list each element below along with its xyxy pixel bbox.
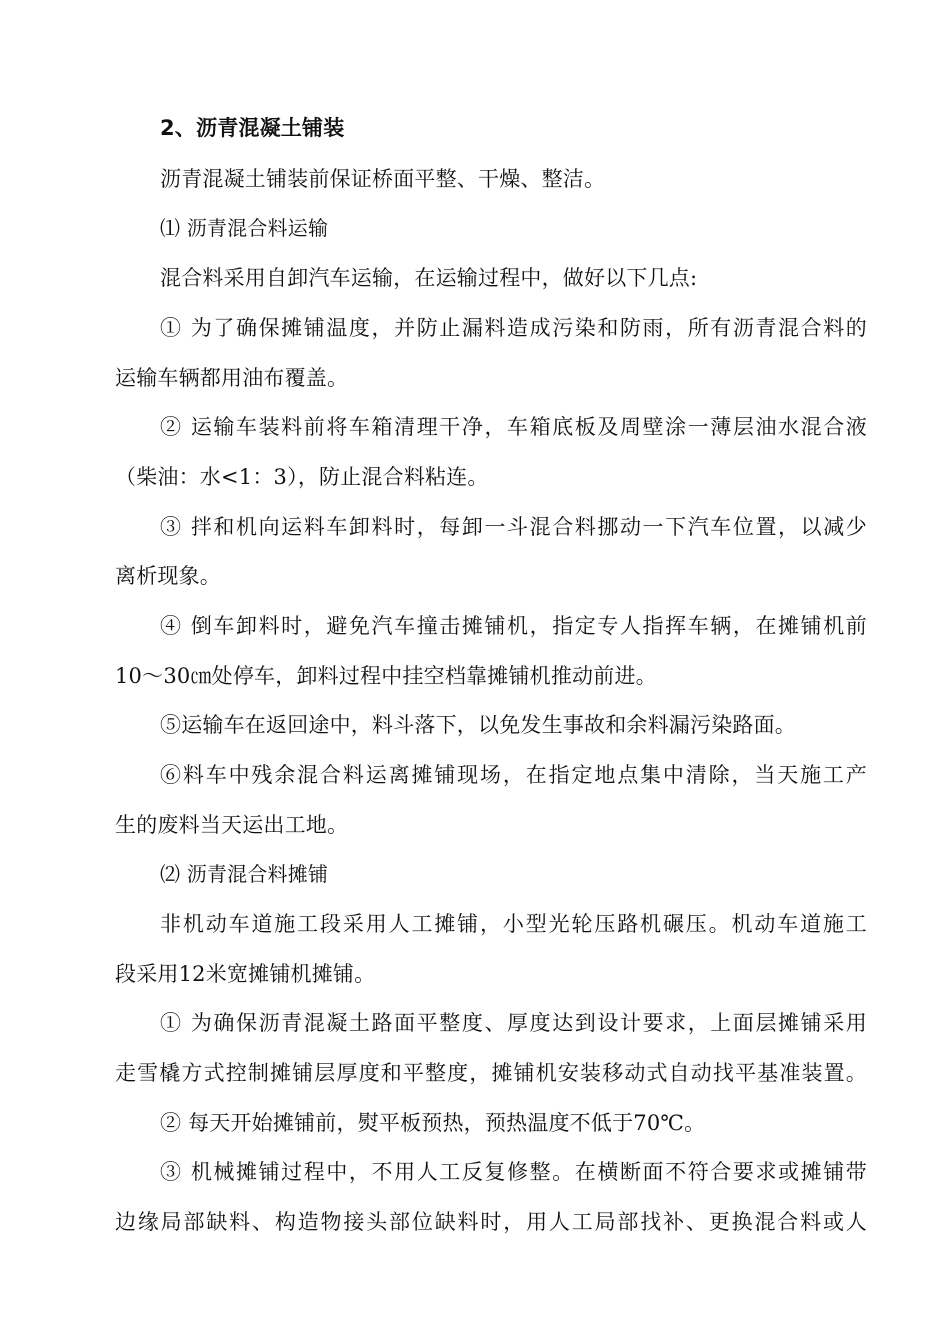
paragraph-line: ④ 倒车卸料时，避免汽车撞击摊铺机，指定专人指挥车辆，在摊铺机前 <box>160 614 867 638</box>
paragraph-line: 混合料采用自卸汽车运输，在运输过程中，做好以下几点: <box>160 266 698 290</box>
paragraph-line: 边缘局部缺料、构造物接头部位缺料时，用人工局部找补、更换混合料或人 <box>115 1210 867 1234</box>
subsection-title: ⑵ 沥青混合料摊铺 <box>160 862 329 886</box>
paragraph-line: 非机动车道施工段采用人工摊铺，小型光轮压路机碾压。机动车道施工 <box>160 912 867 936</box>
paragraph-line: ③ 机械摊铺过程中，不用人工反复修整。在横断面不符合要求或摊铺带 <box>160 1160 867 1184</box>
paragraph-line: ② 运输车装料前将车箱清理干净，车箱底板及周壁涂一薄层油水混合液 <box>160 415 867 439</box>
paragraph-line: 离析现象。 <box>115 564 221 588</box>
paragraph-line: （柴油：水<1：3），防止混合料粘连。 <box>115 465 489 489</box>
paragraph-line: ⑤运输车在返回途中，料斗落下，以免发生事故和余料漏污染路面。 <box>160 713 796 737</box>
paragraph-line: ① 为确保沥青混凝土路面平整度、厚度达到设计要求，上面层摊铺采用 <box>160 1011 867 1035</box>
paragraph-line: 运输车辆都用油布覆盖。 <box>115 366 349 390</box>
paragraph-line: ① 为了确保摊铺温度，并防止漏料造成污染和防雨，所有沥青混合料的 <box>160 316 867 340</box>
paragraph-line: 沥青混凝土铺装前保证桥面平整、干燥、整洁。 <box>160 167 606 191</box>
paragraph-line: ② 每天开始摊铺前，熨平板预热，预热温度不低于70℃。 <box>160 1111 706 1135</box>
paragraph-line: 生的废料当天运出工地。 <box>115 813 349 837</box>
section-heading: 2、沥青混凝土铺装 <box>160 116 345 140</box>
paragraph-line: ③ 拌和机向运料车卸料时，每卸一斗混合料挪动一下汽车位置，以减少 <box>160 515 867 539</box>
paragraph-line: 段采用12米宽摊铺机摊铺。 <box>115 962 376 986</box>
subsection-title: ⑴ 沥青混合料运输 <box>160 216 329 240</box>
paragraph-line: 走雪橇方式控制摊铺层厚度和平整度，摊铺机安装移动式自动找平基准装置。 <box>115 1061 867 1085</box>
paragraph-line: ⑥料车中残余混合料运离摊铺现场，在指定地点集中清除，当天施工产 <box>160 763 867 787</box>
paragraph-line: 10～30㎝处停车，卸料过程中挂空档靠摊铺机推动前进。 <box>115 664 657 688</box>
